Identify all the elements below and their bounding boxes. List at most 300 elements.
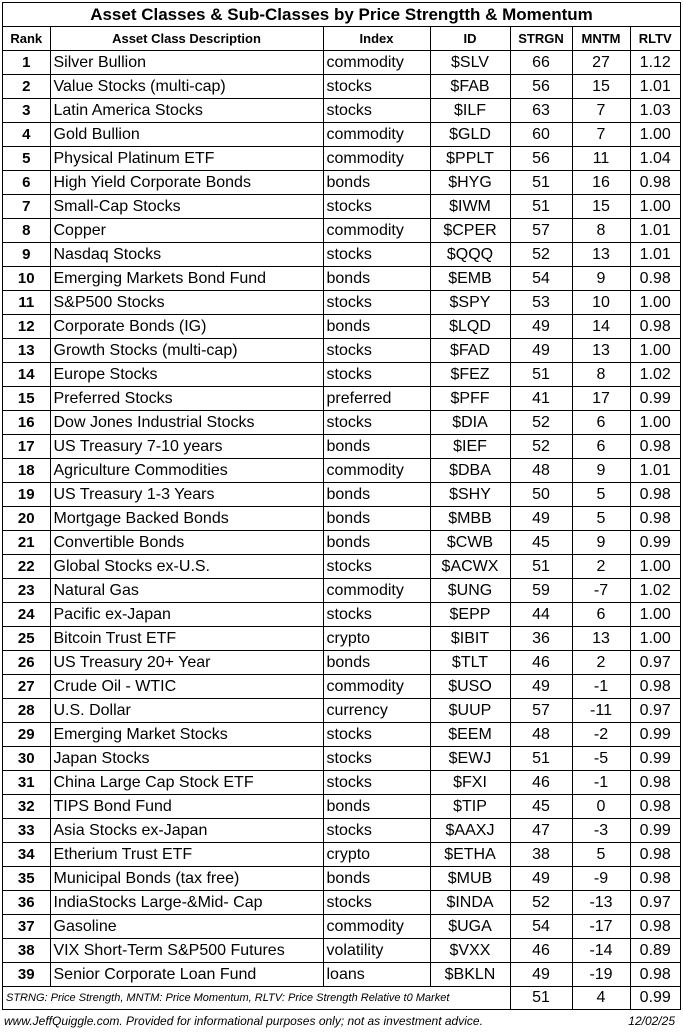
cell-description: US Treasury 7-10 years xyxy=(50,435,323,459)
cell-rltv: 0.98 xyxy=(630,675,680,699)
cell-mntm: 2 xyxy=(572,555,630,579)
disclaimer-bar xyxy=(4,1011,679,1031)
cell-id: $CWB xyxy=(430,531,510,555)
cell-strgn: 49 xyxy=(510,963,572,987)
cell-index: preferred xyxy=(323,387,430,411)
cell-mntm: 8 xyxy=(572,363,630,387)
cell-rank: 28 xyxy=(3,699,50,723)
cell-id: $INDA xyxy=(430,891,510,915)
cell-strgn: 46 xyxy=(510,939,572,963)
cell-mntm: -17 xyxy=(572,915,630,939)
cell-id: $UNG xyxy=(430,579,510,603)
cell-description: Nasdaq Stocks xyxy=(50,243,323,267)
cell-description: Convertible Bonds xyxy=(50,531,323,555)
cell-id: $DIA xyxy=(430,411,510,435)
cell-index: commodity xyxy=(323,675,430,699)
cell-strgn: 51 xyxy=(510,747,572,771)
cell-id: $IEF xyxy=(430,435,510,459)
table-row xyxy=(3,147,680,171)
cell-id: $PPLT xyxy=(430,147,510,171)
cell-rank: 6 xyxy=(3,171,50,195)
cell-mntm: 16 xyxy=(572,171,630,195)
cell-index: crypto xyxy=(323,843,430,867)
cell-index: bonds xyxy=(323,795,430,819)
cell-description: US Treasury 20+ Year xyxy=(50,651,323,675)
cell-index: stocks xyxy=(323,747,430,771)
header-mntm: MNTM xyxy=(572,27,630,51)
cell-id: $SLV xyxy=(430,51,510,75)
cell-rltv: 0.98 xyxy=(630,867,680,891)
cell-index: stocks xyxy=(323,195,430,219)
cell-rltv: 1.04 xyxy=(630,147,680,171)
table-row xyxy=(3,387,680,411)
cell-description: Japan Stocks xyxy=(50,747,323,771)
cell-rank: 33 xyxy=(3,819,50,843)
cell-index: stocks xyxy=(323,411,430,435)
cell-id: $TIP xyxy=(430,795,510,819)
cell-rank: 1 xyxy=(3,51,50,75)
cell-index: bonds xyxy=(323,483,430,507)
cell-rltv: 0.89 xyxy=(630,939,680,963)
cell-strgn: 51 xyxy=(510,195,572,219)
cell-rltv: 1.00 xyxy=(630,291,680,315)
cell-rank: 16 xyxy=(3,411,50,435)
cell-description: S&P500 Stocks xyxy=(50,291,323,315)
cell-index: commodity xyxy=(323,915,430,939)
cell-mntm: 8 xyxy=(572,219,630,243)
cell-strgn: 48 xyxy=(510,459,572,483)
table-row xyxy=(3,867,680,891)
cell-strgn: 57 xyxy=(510,699,572,723)
cell-index: commodity xyxy=(323,459,430,483)
cell-description: Gasoline xyxy=(50,915,323,939)
cell-index: stocks xyxy=(323,603,430,627)
cell-rltv: 0.97 xyxy=(630,699,680,723)
cell-description: Emerging Markets Bond Fund xyxy=(50,267,323,291)
cell-rank: 25 xyxy=(3,627,50,651)
cell-index: stocks xyxy=(323,291,430,315)
cell-mntm: -9 xyxy=(572,867,630,891)
cell-strgn: 49 xyxy=(510,339,572,363)
table-row xyxy=(3,171,680,195)
cell-mntm: -19 xyxy=(572,963,630,987)
cell-description: Natural Gas xyxy=(50,579,323,603)
table-row xyxy=(3,627,680,651)
table-row xyxy=(3,699,680,723)
table-row xyxy=(3,507,680,531)
cell-index: bonds xyxy=(323,435,430,459)
cell-id: $IBIT xyxy=(430,627,510,651)
cell-mntm: -5 xyxy=(572,747,630,771)
summary-rltv: 0.99 xyxy=(630,987,680,1010)
cell-id: $ACWX xyxy=(430,555,510,579)
cell-id: $UUP xyxy=(430,699,510,723)
summary-mntm: 4 xyxy=(572,987,630,1010)
cell-rank: 18 xyxy=(3,459,50,483)
cell-rank: 39 xyxy=(3,963,50,987)
legend-note: STRNG: Price Strength, MNTM: Price Momentum, RLTV: Price Strength Relative t0 Market xyxy=(3,987,510,1010)
cell-rank: 30 xyxy=(3,747,50,771)
cell-rltv: 0.97 xyxy=(630,891,680,915)
header-index: Index xyxy=(323,27,430,51)
report-frame xyxy=(2,2,681,1010)
cell-mntm: 7 xyxy=(572,123,630,147)
table-row xyxy=(3,795,680,819)
cell-index: bonds xyxy=(323,651,430,675)
cell-rank: 10 xyxy=(3,267,50,291)
cell-index: loans xyxy=(323,963,430,987)
cell-description: Copper xyxy=(50,219,323,243)
table-row xyxy=(3,51,680,75)
cell-strgn: 63 xyxy=(510,99,572,123)
cell-rltv: 0.98 xyxy=(630,315,680,339)
cell-mntm: 9 xyxy=(572,531,630,555)
cell-description: Value Stocks (multi-cap) xyxy=(50,75,323,99)
cell-index: stocks xyxy=(323,891,430,915)
cell-id: $CPER xyxy=(430,219,510,243)
cell-index: stocks xyxy=(323,771,430,795)
cell-strgn: 51 xyxy=(510,555,572,579)
cell-id: $EPP xyxy=(430,603,510,627)
table-row xyxy=(3,531,680,555)
cell-description: IndiaStocks Large-&Mid- Cap xyxy=(50,891,323,915)
cell-index: stocks xyxy=(323,363,430,387)
cell-mntm: 9 xyxy=(572,267,630,291)
cell-description: Latin America Stocks xyxy=(50,99,323,123)
cell-description: Silver Bullion xyxy=(50,51,323,75)
cell-strgn: 59 xyxy=(510,579,572,603)
cell-mntm: -11 xyxy=(572,699,630,723)
cell-rltv: 0.98 xyxy=(630,963,680,987)
cell-strgn: 49 xyxy=(510,867,572,891)
cell-description: US Treasury 1-3 Years xyxy=(50,483,323,507)
cell-description: Europe Stocks xyxy=(50,363,323,387)
cell-index: commodity xyxy=(323,147,430,171)
cell-strgn: 51 xyxy=(510,363,572,387)
table-row xyxy=(3,939,680,963)
cell-description: Asia Stocks ex-Japan xyxy=(50,819,323,843)
cell-rank: 4 xyxy=(3,123,50,147)
cell-rltv: 1.00 xyxy=(630,627,680,651)
cell-id: $UGA xyxy=(430,915,510,939)
cell-description: Bitcoin Trust ETF xyxy=(50,627,323,651)
header-rltv: RLTV xyxy=(630,27,680,51)
cell-id: $MBB xyxy=(430,507,510,531)
cell-strgn: 48 xyxy=(510,723,572,747)
cell-id: $FAD xyxy=(430,339,510,363)
cell-strgn: 45 xyxy=(510,795,572,819)
cell-description: Small-Cap Stocks xyxy=(50,195,323,219)
cell-index: stocks xyxy=(323,243,430,267)
cell-rltv: 1.01 xyxy=(630,243,680,267)
cell-id: $TLT xyxy=(430,651,510,675)
cell-rltv: 1.12 xyxy=(630,51,680,75)
cell-mntm: 5 xyxy=(572,483,630,507)
cell-strgn: 54 xyxy=(510,915,572,939)
table-row xyxy=(3,291,680,315)
cell-rank: 29 xyxy=(3,723,50,747)
table-row xyxy=(3,651,680,675)
cell-index: bonds xyxy=(323,315,430,339)
cell-mntm: 6 xyxy=(572,435,630,459)
cell-description: Pacific ex-Japan xyxy=(50,603,323,627)
table-row xyxy=(3,723,680,747)
table-row xyxy=(3,411,680,435)
cell-rank: 17 xyxy=(3,435,50,459)
cell-rltv: 0.98 xyxy=(630,483,680,507)
cell-mntm: -14 xyxy=(572,939,630,963)
cell-mntm: -2 xyxy=(572,723,630,747)
cell-rltv: 1.00 xyxy=(630,603,680,627)
cell-index: bonds xyxy=(323,171,430,195)
cell-rltv: 1.00 xyxy=(630,339,680,363)
cell-index: stocks xyxy=(323,75,430,99)
cell-strgn: 49 xyxy=(510,507,572,531)
cell-rank: 8 xyxy=(3,219,50,243)
cell-rank: 19 xyxy=(3,483,50,507)
cell-rltv: 0.99 xyxy=(630,819,680,843)
cell-mntm: -13 xyxy=(572,891,630,915)
table-row xyxy=(3,123,680,147)
cell-id: $LQD xyxy=(430,315,510,339)
table-row xyxy=(3,915,680,939)
cell-rltv: 1.00 xyxy=(630,123,680,147)
cell-id: $IWM xyxy=(430,195,510,219)
cell-rltv: 0.98 xyxy=(630,843,680,867)
header-row xyxy=(3,27,680,51)
cell-rank: 23 xyxy=(3,579,50,603)
cell-mntm: 2 xyxy=(572,651,630,675)
cell-id: $BKLN xyxy=(430,963,510,987)
asset-table xyxy=(3,27,680,1010)
cell-strgn: 66 xyxy=(510,51,572,75)
table-row xyxy=(3,675,680,699)
table-row xyxy=(3,435,680,459)
cell-mntm: -7 xyxy=(572,579,630,603)
cell-description: Dow Jones Industrial Stocks xyxy=(50,411,323,435)
cell-rank: 11 xyxy=(3,291,50,315)
cell-id: $DBA xyxy=(430,459,510,483)
table-row xyxy=(3,843,680,867)
table-row xyxy=(3,747,680,771)
report-date: 12/02/25 xyxy=(628,1014,675,1028)
cell-strgn: 51 xyxy=(510,171,572,195)
cell-index: commodity xyxy=(323,123,430,147)
cell-description: Preferred Stocks xyxy=(50,387,323,411)
cell-mntm: 14 xyxy=(572,315,630,339)
cell-id: $USO xyxy=(430,675,510,699)
cell-description: Emerging Market Stocks xyxy=(50,723,323,747)
cell-strgn: 60 xyxy=(510,123,572,147)
cell-rank: 37 xyxy=(3,915,50,939)
cell-index: volatility xyxy=(323,939,430,963)
table-row xyxy=(3,483,680,507)
cell-rltv: 1.02 xyxy=(630,363,680,387)
cell-description: Mortgage Backed Bonds xyxy=(50,507,323,531)
cell-rank: 32 xyxy=(3,795,50,819)
cell-rltv: 0.98 xyxy=(630,507,680,531)
cell-rank: 22 xyxy=(3,555,50,579)
cell-rltv: 1.01 xyxy=(630,459,680,483)
cell-description: Municipal Bonds (tax free) xyxy=(50,867,323,891)
cell-mntm: 5 xyxy=(572,507,630,531)
cell-description: Gold Bullion xyxy=(50,123,323,147)
cell-strgn: 52 xyxy=(510,411,572,435)
cell-id: $SPY xyxy=(430,291,510,315)
cell-rank: 38 xyxy=(3,939,50,963)
cell-id: $EWJ xyxy=(430,747,510,771)
table-row xyxy=(3,555,680,579)
cell-rank: 15 xyxy=(3,387,50,411)
cell-index: stocks xyxy=(323,819,430,843)
disclaimer-text: www.JeffQuiggle.com. Provided for informational purposes only; not as investment advice. xyxy=(4,1014,483,1028)
table-row xyxy=(3,99,680,123)
cell-description: Physical Platinum ETF xyxy=(50,147,323,171)
table-row xyxy=(3,267,680,291)
table-row xyxy=(3,243,680,267)
cell-rltv: 0.98 xyxy=(630,267,680,291)
cell-strgn: 41 xyxy=(510,387,572,411)
cell-id: $VXX xyxy=(430,939,510,963)
cell-strgn: 46 xyxy=(510,771,572,795)
cell-mntm: -3 xyxy=(572,819,630,843)
cell-mntm: 13 xyxy=(572,339,630,363)
cell-strgn: 56 xyxy=(510,75,572,99)
cell-strgn: 53 xyxy=(510,291,572,315)
cell-mntm: -1 xyxy=(572,675,630,699)
cell-rltv: 1.01 xyxy=(630,219,680,243)
cell-strgn: 44 xyxy=(510,603,572,627)
table-row xyxy=(3,315,680,339)
report-title: Asset Classes & Sub-Classes by Price Strengtth & Momentum xyxy=(3,3,680,27)
cell-rltv: 0.97 xyxy=(630,651,680,675)
cell-description: TIPS Bond Fund xyxy=(50,795,323,819)
cell-description: Agriculture Commodities xyxy=(50,459,323,483)
cell-rank: 31 xyxy=(3,771,50,795)
cell-mntm: 15 xyxy=(572,195,630,219)
cell-rank: 2 xyxy=(3,75,50,99)
cell-mntm: 5 xyxy=(572,843,630,867)
cell-rank: 9 xyxy=(3,243,50,267)
cell-index: commodity xyxy=(323,219,430,243)
cell-id: $ILF xyxy=(430,99,510,123)
cell-strgn: 52 xyxy=(510,243,572,267)
cell-rank: 26 xyxy=(3,651,50,675)
table-row xyxy=(3,603,680,627)
cell-rltv: 1.03 xyxy=(630,99,680,123)
header-id: ID xyxy=(430,27,510,51)
cell-mntm: 17 xyxy=(572,387,630,411)
cell-description: Etherium Trust ETF xyxy=(50,843,323,867)
cell-id: $ETHA xyxy=(430,843,510,867)
cell-rltv: 0.98 xyxy=(630,795,680,819)
cell-rltv: 0.98 xyxy=(630,171,680,195)
cell-id: $PFF xyxy=(430,387,510,411)
cell-rank: 20 xyxy=(3,507,50,531)
cell-mntm: 0 xyxy=(572,795,630,819)
cell-rltv: 0.98 xyxy=(630,915,680,939)
header-rank: Rank xyxy=(3,27,50,51)
cell-rank: 36 xyxy=(3,891,50,915)
cell-mntm: 6 xyxy=(572,411,630,435)
cell-id: $FEZ xyxy=(430,363,510,387)
table-row xyxy=(3,195,680,219)
cell-id: $HYG xyxy=(430,171,510,195)
cell-rank: 3 xyxy=(3,99,50,123)
cell-rank: 35 xyxy=(3,867,50,891)
cell-rltv: 0.99 xyxy=(630,387,680,411)
cell-strgn: 47 xyxy=(510,819,572,843)
cell-rltv: 1.02 xyxy=(630,579,680,603)
summary-strgn: 51 xyxy=(510,987,572,1010)
cell-rank: 7 xyxy=(3,195,50,219)
header-strgn: STRGN xyxy=(510,27,572,51)
cell-mntm: 27 xyxy=(572,51,630,75)
cell-rank: 14 xyxy=(3,363,50,387)
cell-index: commodity xyxy=(323,51,430,75)
cell-strgn: 57 xyxy=(510,219,572,243)
cell-mntm: 13 xyxy=(572,243,630,267)
cell-description: Crude Oil - WTIC xyxy=(50,675,323,699)
cell-mntm: -1 xyxy=(572,771,630,795)
cell-mntm: 7 xyxy=(572,99,630,123)
cell-description: Growth Stocks (multi-cap) xyxy=(50,339,323,363)
header-description: Asset Class Description xyxy=(50,27,323,51)
cell-id: $GLD xyxy=(430,123,510,147)
cell-mntm: 11 xyxy=(572,147,630,171)
cell-strgn: 49 xyxy=(510,675,572,699)
cell-rank: 24 xyxy=(3,603,50,627)
cell-id: $FAB xyxy=(430,75,510,99)
cell-index: bonds xyxy=(323,267,430,291)
cell-strgn: 46 xyxy=(510,651,572,675)
cell-rltv: 0.98 xyxy=(630,771,680,795)
cell-rltv: 1.00 xyxy=(630,195,680,219)
table-row xyxy=(3,579,680,603)
cell-index: stocks xyxy=(323,555,430,579)
cell-description: Senior Corporate Loan Fund xyxy=(50,963,323,987)
cell-id: $FXI xyxy=(430,771,510,795)
cell-mntm: 9 xyxy=(572,459,630,483)
cell-id: $EEM xyxy=(430,723,510,747)
cell-description: VIX Short-Term S&P500 Futures xyxy=(50,939,323,963)
cell-rank: 27 xyxy=(3,675,50,699)
cell-strgn: 52 xyxy=(510,435,572,459)
cell-id: $MUB xyxy=(430,867,510,891)
table-row xyxy=(3,75,680,99)
cell-strgn: 38 xyxy=(510,843,572,867)
cell-strgn: 49 xyxy=(510,315,572,339)
cell-description: Corporate Bonds (IG) xyxy=(50,315,323,339)
table-row xyxy=(3,459,680,483)
cell-strgn: 52 xyxy=(510,891,572,915)
table-row xyxy=(3,819,680,843)
cell-rltv: 0.99 xyxy=(630,531,680,555)
cell-rltv: 1.01 xyxy=(630,75,680,99)
cell-index: crypto xyxy=(323,627,430,651)
cell-rank: 5 xyxy=(3,147,50,171)
cell-mntm: 15 xyxy=(572,75,630,99)
cell-id: $SHY xyxy=(430,483,510,507)
cell-index: bonds xyxy=(323,867,430,891)
cell-mntm: 13 xyxy=(572,627,630,651)
cell-description: Global Stocks ex-U.S. xyxy=(50,555,323,579)
cell-strgn: 56 xyxy=(510,147,572,171)
cell-index: commodity xyxy=(323,579,430,603)
cell-rltv: 0.98 xyxy=(630,435,680,459)
cell-rank: 21 xyxy=(3,531,50,555)
cell-index: stocks xyxy=(323,723,430,747)
